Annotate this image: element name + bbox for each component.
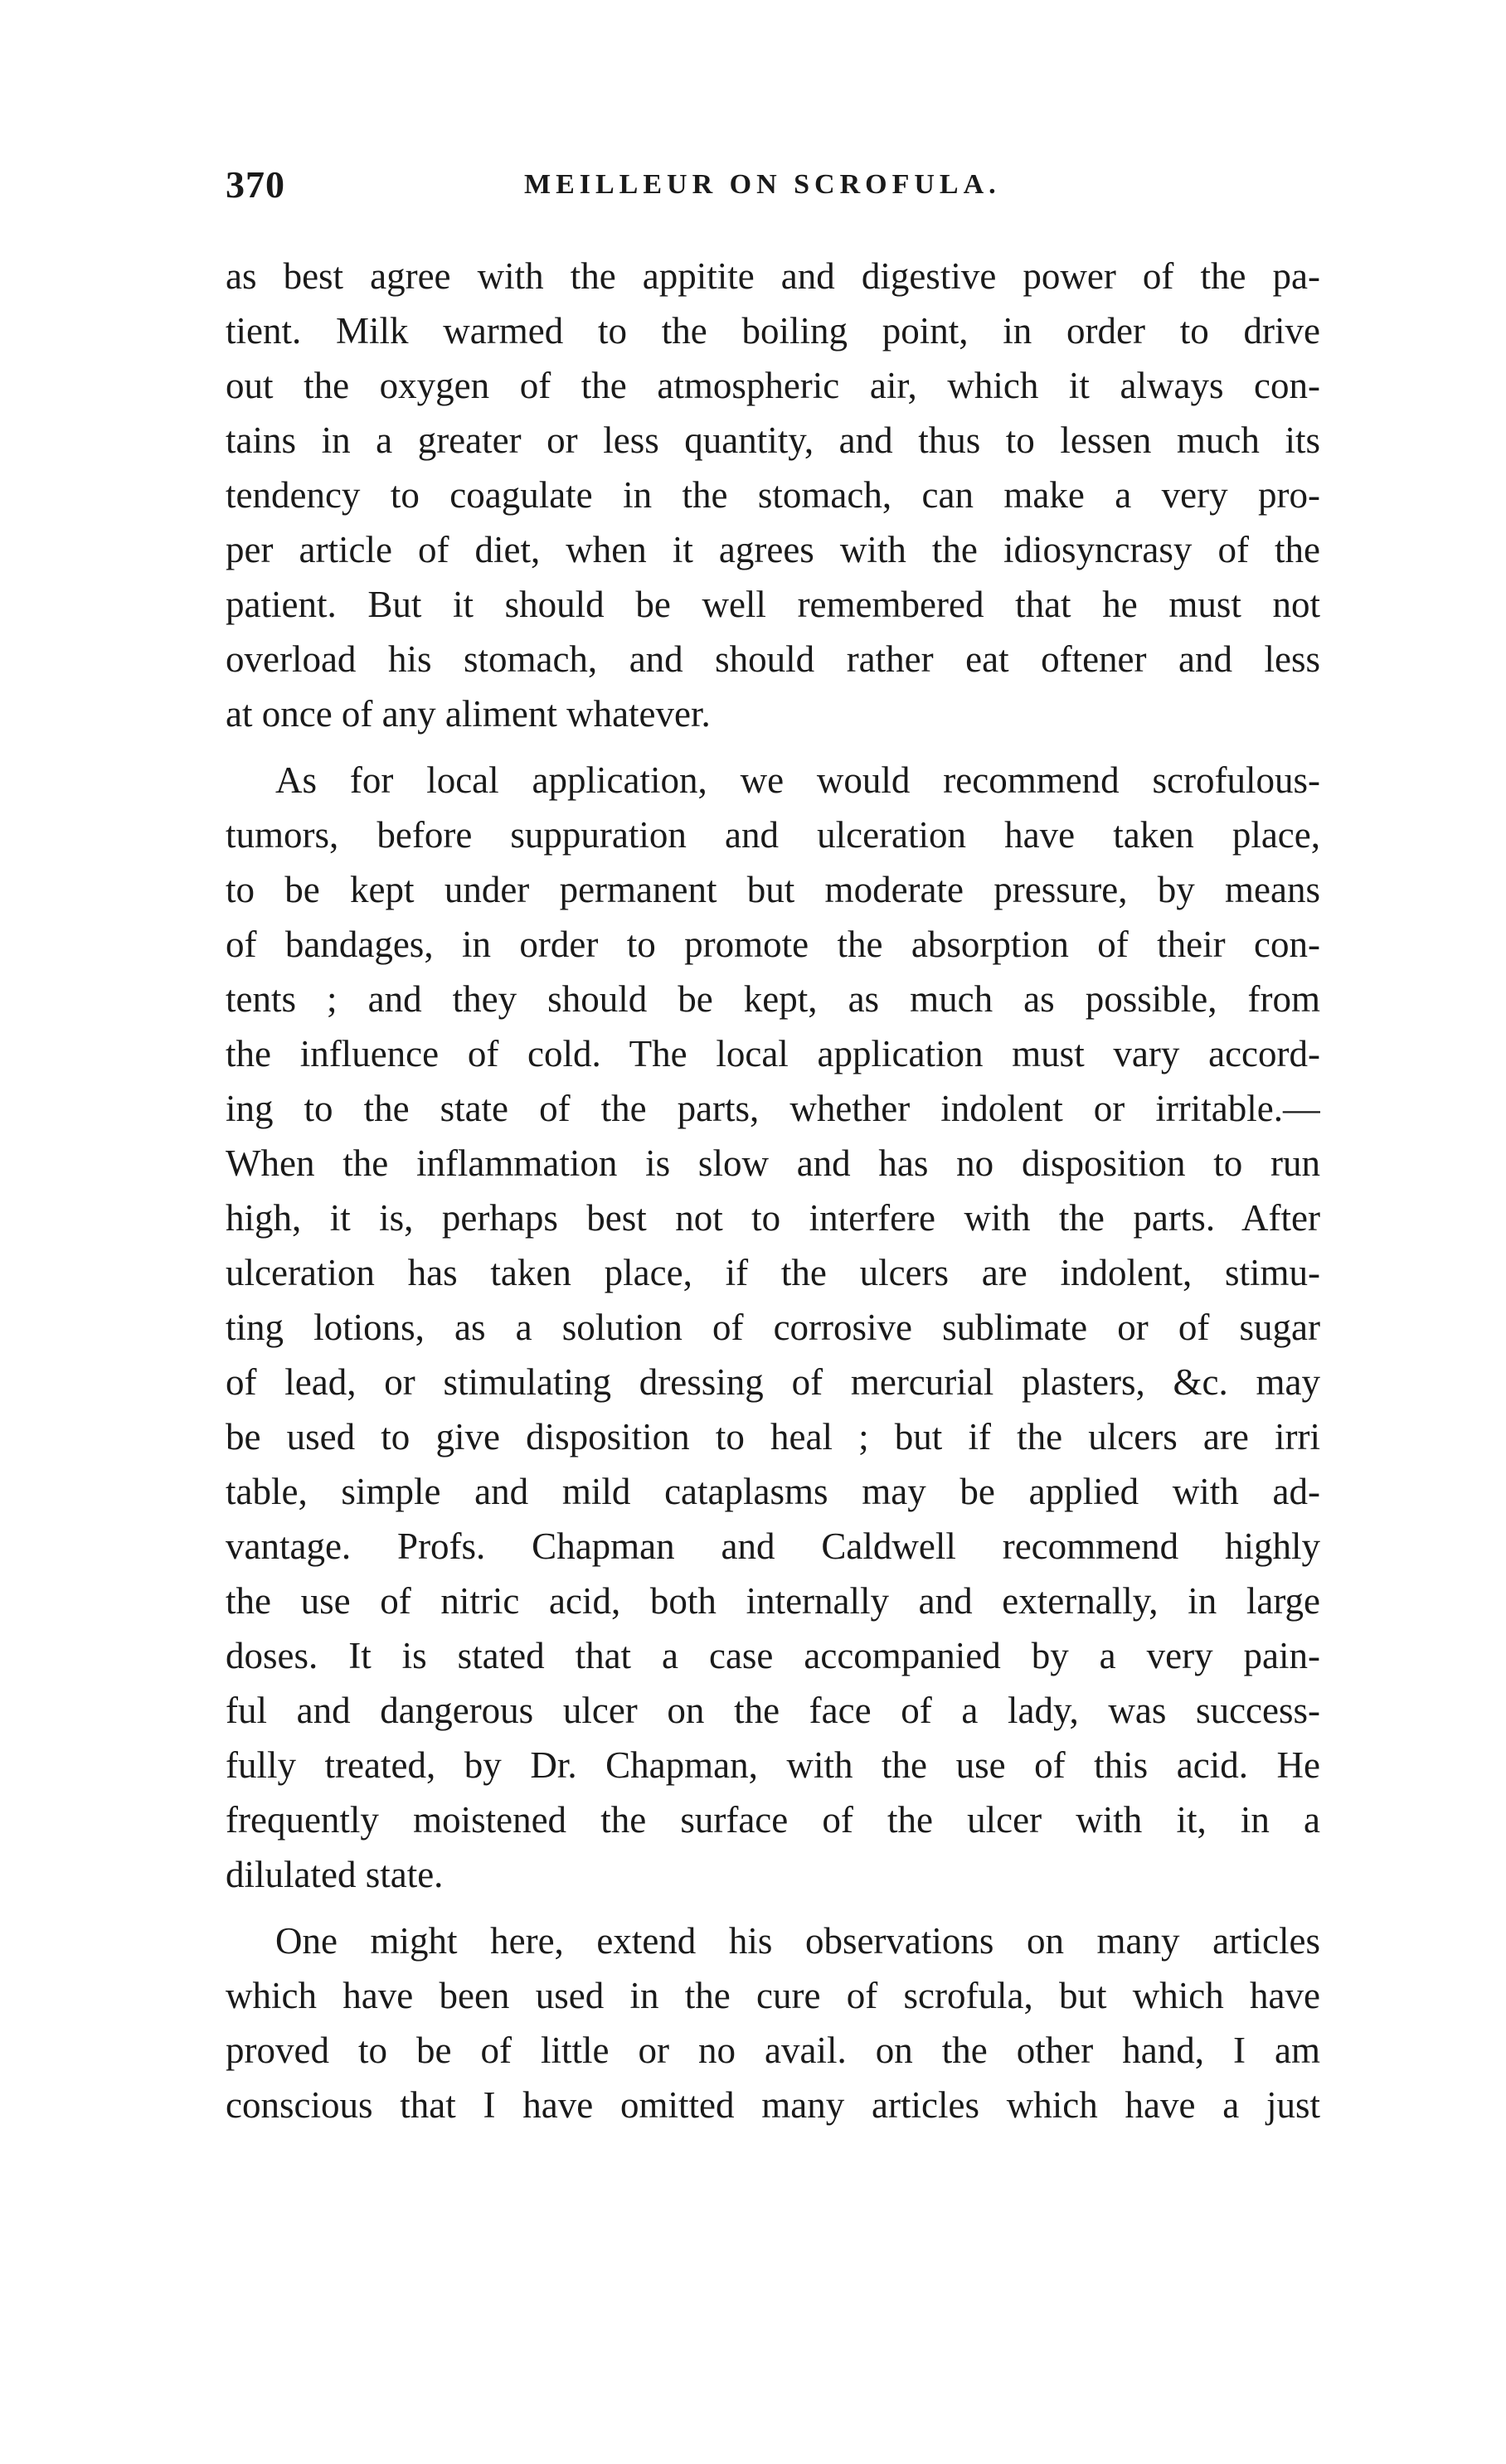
text-line: as best agree with the appitite and digestive power of the pa- [226, 255, 1320, 297]
paragraph [226, 249, 1320, 741]
text-line: ting lotions, as a solution of corrosive sublimate or of sugar [226, 1307, 1320, 1348]
paragraph-gap [226, 1902, 1320, 1913]
text-line: tient. Milk warmed to the boiling point, in order to drive [226, 310, 1320, 352]
text-line: of lead, or stimulating dressing of mercurial plasters, &c. may [226, 1361, 1320, 1403]
text-line: tains in a greater or less quantity, and thus to lessen much its [226, 420, 1320, 461]
text-line: high, it is, perhaps best not to interfere with the parts. After [226, 1197, 1320, 1239]
text-line: doses. It is stated that a case accompanied by a very pain- [226, 1635, 1320, 1676]
paragraph [226, 753, 1320, 1902]
text-line: As for local application, we would recommend scrofulous- [275, 759, 1320, 801]
text-line: tendency to coagulate in the stomach, can make a very pro- [226, 474, 1320, 516]
running-head: MEILLEUR ON SCROFULA. [524, 169, 1001, 200]
text-line: vantage. Profs. Chapman and Caldwell recommend highly [226, 1525, 1320, 1567]
text-line: ing to the state of the parts, whether indolent or irritable.— [226, 1088, 1320, 1129]
text-line: One might here, extend his observations on many articles [275, 1920, 1320, 1962]
text-line: which have been used in the cure of scrofula, but which have [226, 1975, 1320, 2016]
text-line: the use of nitric acid, both internally and externally, in large [226, 1580, 1320, 1622]
text-line: ulceration has taken place, if the ulcers are indolent, stimu- [226, 1252, 1320, 1293]
text-line: When the inflammation is slow and has no disposition to run [226, 1142, 1320, 1184]
text-line: conscious that I have omitted many articles which have a just [226, 2084, 1320, 2126]
text-line: tents ; and they should be kept, as much as possible, from [226, 978, 1320, 1020]
text-line: tumors, before suppuration and ulceration have taken place, [226, 814, 1320, 856]
text-line: at once of any aliment whatever. [226, 693, 711, 735]
text-line: of bandages, in order to promote the absorption of their con- [226, 924, 1320, 965]
paragraph-gap [226, 741, 1320, 753]
body-text [226, 249, 1320, 2132]
text-line: per article of diet, when it agrees with the idiosyncrasy of the [226, 529, 1320, 570]
text-line: proved to be of little or no avail. on the other hand, I am [226, 2030, 1320, 2071]
text-line: out the oxygen of the atmospheric air, which it always con- [226, 365, 1320, 406]
paragraph [226, 1913, 1320, 2132]
text-line: fully treated, by Dr. Chapman, with the use of this acid. He [226, 1744, 1320, 1786]
page-number: 370 [226, 163, 285, 206]
text-line: overload his stomach, and should rather eat oftener and less [226, 638, 1320, 680]
text-line: to be kept under permanent but moderate pressure, by means [226, 869, 1320, 910]
text-line: dilulated state. [226, 1854, 444, 1895]
page-header [226, 162, 1320, 212]
text-line: ful and dangerous ulcer on the face of a lady, was success- [226, 1690, 1320, 1731]
text-line: patient. But it should be well remembered that he must not [226, 584, 1320, 625]
text-line: table, simple and mild cataplasms may be applied with ad- [226, 1471, 1320, 1512]
text-line: be used to give disposition to heal ; but if the ulcers are irri [226, 1416, 1320, 1458]
text-line: the influence of cold. The local application must vary accord- [226, 1033, 1320, 1074]
text-line: frequently moistened the surface of the ulcer with it, in a [226, 1799, 1320, 1841]
